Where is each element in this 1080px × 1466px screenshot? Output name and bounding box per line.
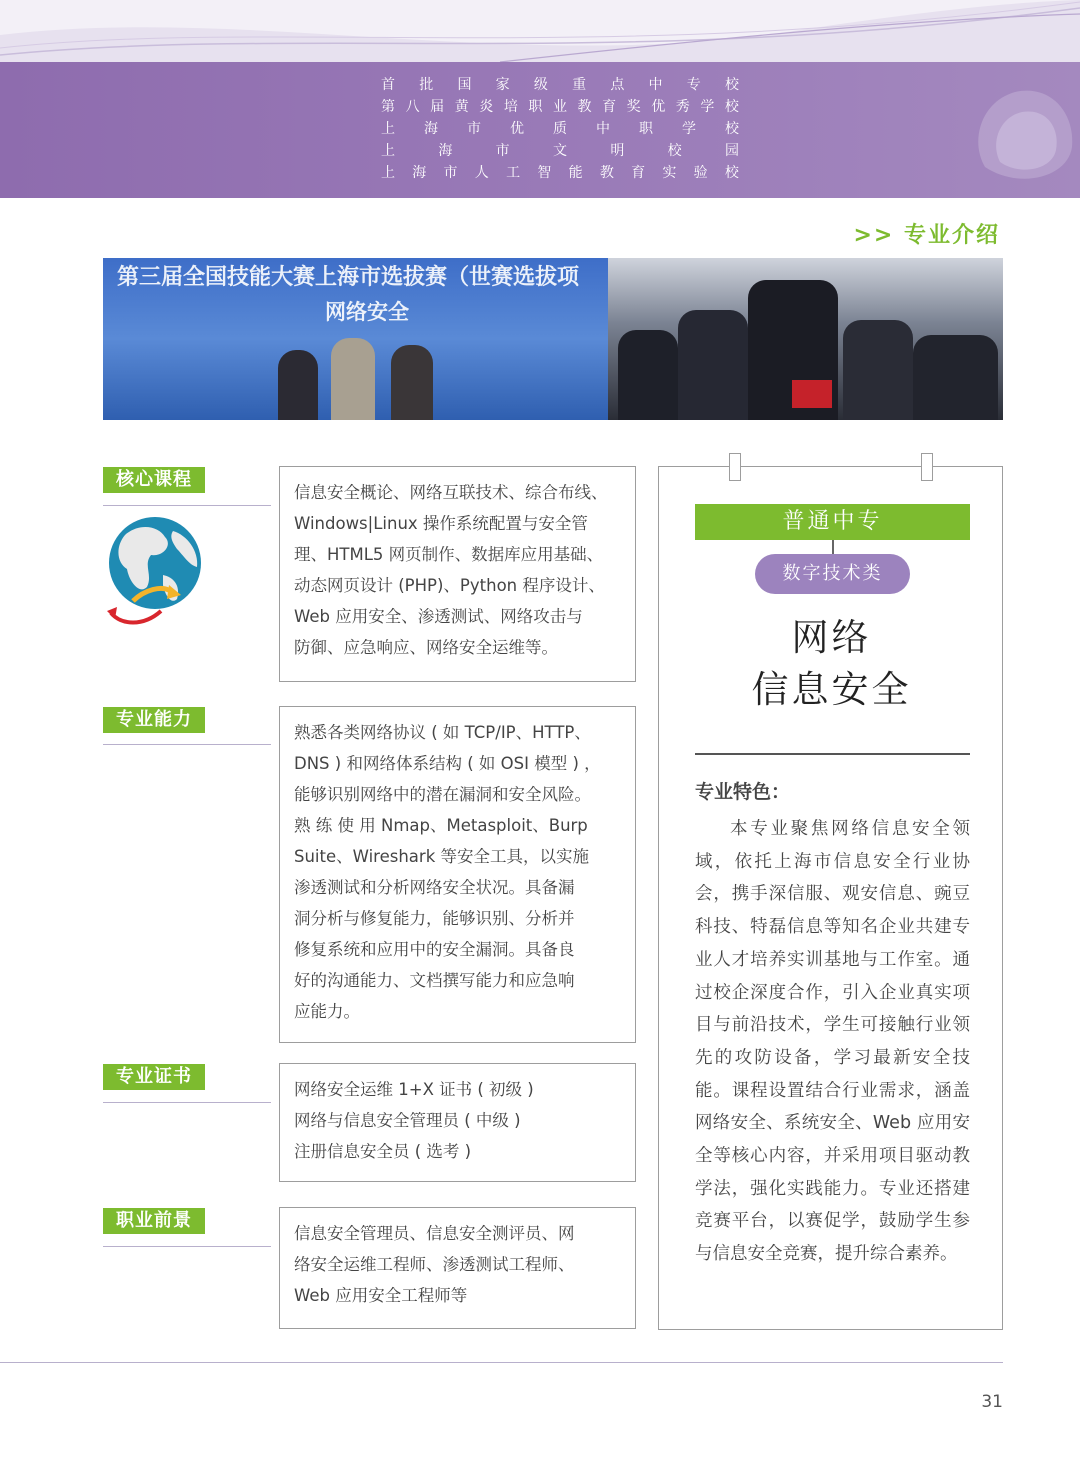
honor-char: 校 [724,165,739,181]
tag-underline [103,1102,271,1103]
section-title: >> 专业介绍 [853,223,1000,248]
tag-underline [103,505,271,506]
honor-char: 国 [457,77,472,93]
box-text-line: Suite、Wireshark 等安全工具，以实施 [294,847,589,866]
school-honors-list [381,74,739,184]
honor-char: 上 [381,121,395,137]
box-text-line: 络安全运维工程师、渗透测试工程师、 [294,1255,575,1274]
box-text-line: 网络安全运维 1+X 证书 ( 初级 ) [294,1080,534,1099]
honor-char: 智 [537,165,552,181]
certificates-box [279,1063,636,1182]
box-text-line: 信息安全概论、网络互联技术、综合布线、 [294,483,608,502]
category-pill: 数字技术类 [755,554,910,594]
major-name-line2: 信息安全 [751,668,912,711]
box-text-line: 网络与信息安全管理员 ( 中级 ) [294,1111,521,1130]
honor-char: 育 [631,165,646,181]
tag-certificates: 专业证书 [103,1064,205,1090]
honor-char: 黄 [454,99,469,115]
honor-char: 海 [424,121,438,137]
honor-char: 人 [474,165,489,181]
honor-line [381,74,739,96]
honor-char: 优 [651,99,666,115]
honor-char: 能 [568,165,583,181]
award-stage-photo [103,258,608,420]
honor-char: 学 [700,99,715,115]
honor-char: 优 [510,121,524,137]
box-text-line: 能够识别网络中的潜在漏洞和安全风险。 [294,785,591,804]
honor-char: 学 [682,121,696,137]
core-courses-box [279,466,636,682]
honor-char: 专 [686,77,701,93]
education-level-bar: 普通中专 [695,504,970,540]
students-photo [608,258,1003,420]
honor-char: 实 [662,165,677,181]
honor-char: 市 [467,121,481,137]
honor-char: 首 [381,77,395,93]
box-text-line: 注册信息安全员 ( 选考 ) [294,1142,472,1161]
globe-icon [103,515,208,633]
footer-divider [0,1362,1003,1363]
tag-core-courses: 核心课程 [103,467,205,493]
box-text-line: 信息安全管理员、信息安全测评员、网 [294,1224,575,1243]
honor-char: 校 [667,143,682,159]
honor-line [381,118,739,140]
feature-title: 专业特色： [695,781,791,803]
honor-char: 校 [724,77,739,93]
box-text-line: Windows|Linux 操作系统配置与安全管 [294,514,588,533]
honor-char: 培 [503,99,518,115]
honor-char: 明 [610,143,625,159]
honor-line [381,96,739,118]
box-text-line: DNS ) 和网络体系结构 ( 如 OSI 模型 ) ， [294,754,601,773]
honor-char: 工 [506,165,521,181]
honor-char: 职 [639,121,653,137]
tag-underline [103,744,271,745]
box-text-line: 渗透测试和分析网络安全状况。具备漏 [294,878,575,897]
honor-char: 质 [553,121,567,137]
photo-headline: 第三届全国技能大赛上海市选拔赛（世赛选拔项 [117,265,580,290]
honor-char: 园 [724,143,739,159]
header-wave-decoration [0,0,1080,62]
honor-char: 海 [438,143,453,159]
tag-underline [103,1246,271,1247]
box-text-line: 洞分析与修复能力，能够识别、分析并 [294,909,575,928]
box-text-line: 熟悉各类网络协议 ( 如 TCP/IP、HTTP、 [294,723,591,742]
honor-char: 中 [596,121,610,137]
professional-ability-box [279,706,636,1043]
career-prospects-box [279,1207,636,1329]
honor-char: 育 [602,99,617,115]
honor-char: 奖 [626,99,641,115]
school-wordcloud-decoration [960,72,1080,192]
honor-char: 批 [419,77,434,93]
certificate-icon [792,380,832,408]
honor-char: 炎 [479,99,494,115]
header-banner [0,62,1080,198]
box-text-line: 防御、应急响应、网络安全运维等。 [294,638,558,657]
honor-char: 教 [599,165,614,181]
honor-line [381,162,739,184]
honor-char: 级 [533,77,548,93]
honor-char: 家 [495,77,510,93]
box-text-line: 修复系统和应用中的安全漏洞。具备良 [294,940,575,959]
honor-char: 市 [495,143,510,159]
panel-hanger-left [729,453,741,481]
feature-text: 本专业聚焦网络信息安全领域，依托上海市信息安全行业协会，携手深信服、观安信息、豌豆科技、特磊信息等知名企业共建专业人才培养实训基地与工作室。通过校企深度合作，引入企业真实项目与前沿技术，学生可接触行业领先的攻防设备，学习最新安全技能。课程设置结合行业需求，涵盖网络安全、系统安全、Web 应用安全等核心内容，并采用项目驱动教学法，强化实践能力。专业还搭建竞赛平台，以赛促学，鼓励学生参与信息安全竞赛，提升综合素养。 [695,819,970,1265]
photo-subline: 网络安全 [325,300,409,324]
tag-career-prospects: 职业前景 [103,1208,205,1234]
honor-char: 海 [412,165,427,181]
honor-char: 秀 [675,99,690,115]
honor-char: 八 [405,99,420,115]
honor-char: 市 [443,165,458,181]
honor-char: 校 [725,121,739,137]
competition-photo-strip [103,258,1003,420]
box-text-line: Web 应用安全、渗透测试、网络攻击与 [294,607,583,626]
connector-stem [832,540,834,554]
honor-char: 教 [577,99,592,115]
honor-char: 届 [430,99,445,115]
honor-char: 上 [381,143,395,159]
page-number: 31 [981,1392,1003,1412]
honor-char: 重 [572,77,587,93]
box-text-line: 熟 练 使 用 Nmap、Metasploit、Burp [294,816,588,835]
honor-char: 业 [552,99,567,115]
box-text-line: 理、HTML5 网页制作、数据库应用基础、 [294,545,604,564]
panel-hanger-right [921,453,933,481]
honor-char: 验 [693,165,708,181]
honor-char: 校 [724,99,739,115]
major-name-line1: 网络 [791,616,872,659]
box-text-line: Web 应用安全工程师等 [294,1286,468,1305]
honor-char: 第 [381,99,395,115]
honor-char: 中 [648,77,663,93]
box-text-line: 好的沟通能力、文档撰写能力和应急响 [294,971,575,990]
honor-char: 上 [381,165,395,181]
box-text-line: 应能力。 [294,1002,360,1021]
tag-professional-ability: 专业能力 [103,707,205,733]
honor-char: 职 [528,99,543,115]
box-text-line: 动态网页设计 (PHP)、Python 程序设计、 [294,576,605,595]
major-panel [658,466,1003,1330]
honor-char: 文 [552,143,567,159]
panel-divider [695,753,970,755]
honor-line [381,140,739,162]
honor-char: 点 [610,77,625,93]
